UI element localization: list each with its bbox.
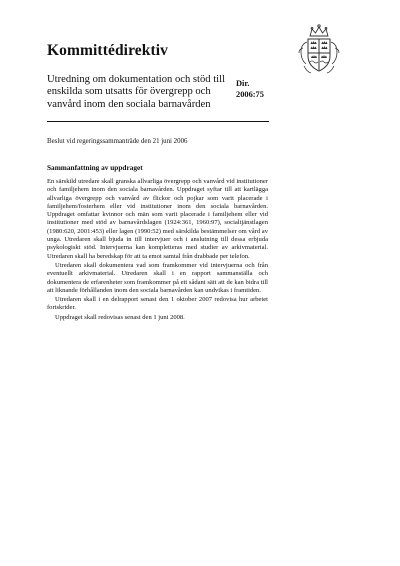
summary-paragraph: Utredaren skall i en delrapport senast den 1 oktober 2007 redovisa hur arbetet fortskrider. <box>47 296 268 312</box>
directive-subtitle: Utredning om dokumentation och stöd till enskilda som utsatts för övergrepp och vanvård inom den sociala barnavården <box>47 74 226 110</box>
dir-number: 2006:75 <box>236 89 264 99</box>
dir-label: Dir. <box>236 79 250 88</box>
coat-of-arms-icon <box>296 22 342 78</box>
title-divider <box>47 121 269 122</box>
directive-number-block <box>236 79 264 100</box>
decision-date: Beslut vid regeringssammanträde den 21 juni 2006 <box>47 138 188 145</box>
summary-paragraph: En särskild utredare skall granska allvarliga övergrepp och vanvård vid institutioner och familjehem inom den sociala barnavården. Uppdraget syftar till att kartlägga allvarliga övergrepp och vanvård av flickor och pojkar som varit placerade i familjehem/fosterhem eller vid institutioner inom den sociala barnavården. Uppdraget omfattar kvinnor och män som varit placerade i familjehem eller vid institutioner med stöd av barnavårdslagen (1924:361, 1960:97), socialtjänstlagen (1980:620, 2001:453) eller lagen (1990:52) med särskilda bestämmelser om vård av unga. Utredaren skall bjuda in till intervjuer och i anslutning till dessa erbjuda psykologiskt stöd. Intervjuerna kan kompletteras med studier av arkivmaterial. Utredaren skall ha beredskap för att ta emot samtal från drabbade per telefon. <box>47 178 268 260</box>
summary-paragraph: Utredaren skall dokumentera vad som framkommer vid intervjuerna och från eventuellt arkivmaterial. Utredaren skall i en rapport sammanställa och dokumentera de erfarenheter som framkommer på ett sådant sätt att de kan bidra till att liknande förhållanden inom den sociala barnavården kan undvikas i framtiden. <box>47 261 268 294</box>
summary-paragraph: Uppdraget skall redovisas senast den 1 juni 2008. <box>55 313 185 321</box>
page-title: Kommittédirektiv <box>47 42 168 59</box>
summary-heading: Sammanfattning av uppdraget <box>47 163 143 172</box>
summary-section <box>47 163 268 322</box>
